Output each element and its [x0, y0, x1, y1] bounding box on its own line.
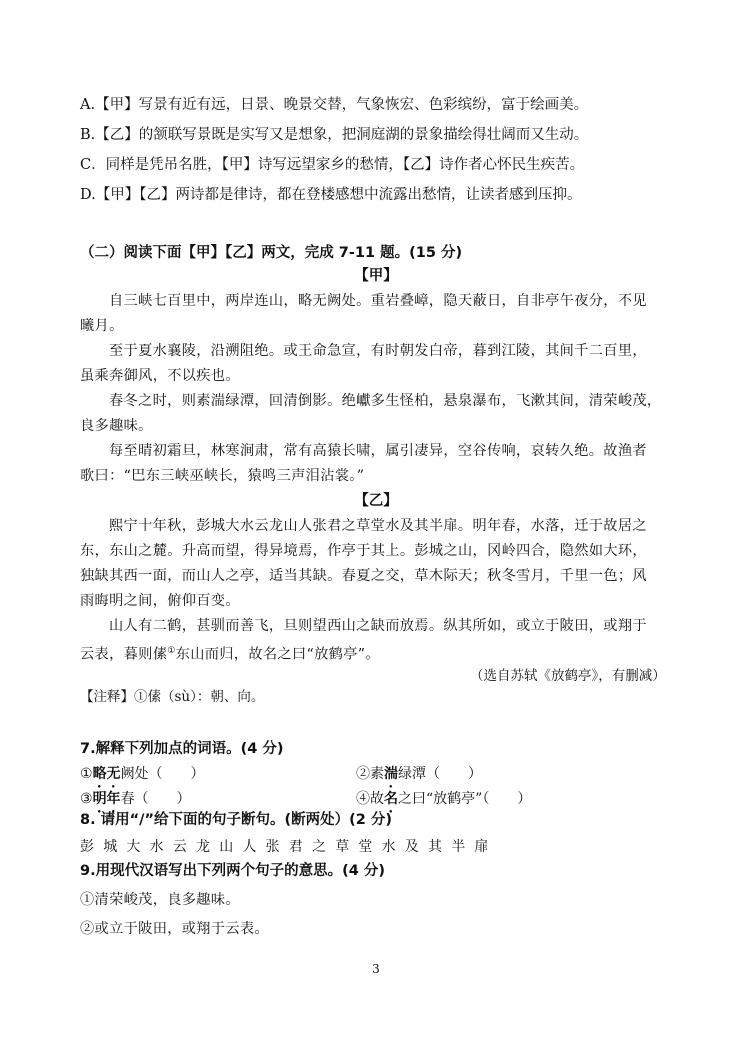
- jia-line: 虽乘奔御风，不以疾也。: [80, 368, 240, 384]
- item-text: 绿潭（ ）: [398, 766, 482, 782]
- section-heading: （二）阅读下面【甲】【乙】两文，完成 7-11 题。(15 分): [80, 245, 463, 261]
- option-c: C．同样是凭吊名胜，【甲】诗写远望家乡的愁情，【乙】诗作者心怀民生疾苦。: [80, 157, 585, 173]
- yi-line-part: 东山而归，故名之曰“放鹤亭”。: [175, 646, 380, 663]
- question-8-title: 8. 请用“/”给下面的句子断句。(断两处）(2 分): [80, 812, 393, 828]
- item-number: ②: [356, 766, 370, 782]
- q8-sentence: 彭城大水云龙山人张君之草堂水及其半扉: [80, 839, 498, 855]
- passage-yi-title: 【乙】: [354, 493, 398, 509]
- yi-line-part: 云表，暮则傃: [80, 646, 168, 663]
- yi-line: 雨晦明之间，俯仰百变。: [80, 593, 240, 609]
- yi-line: 独缺其西一面，而山人之亭，适当其缺。春夏之交，草木际天；秋冬雪月，千里一色；风: [80, 568, 647, 584]
- item-text: 之曰“放鹤亭”（ ）: [398, 791, 532, 807]
- yi-line: [80, 641, 380, 665]
- yi-line: 熙宁十年秋，彭城大水云龙山人张君之草堂水及其半扉。明年春，水落，迁于故居之: [109, 518, 647, 534]
- dotted-word: 湍: [384, 766, 398, 782]
- yi-line: 东，东山之麓。升高而望，得异境焉，作亭于其上。彭城之山，冈岭四合，隐然如大环，: [80, 543, 647, 559]
- q7-item-2: [356, 764, 482, 791]
- item-text: 故: [370, 791, 384, 807]
- annotation: 【注释】①傃（sù）：朝、向。: [80, 689, 265, 705]
- item-number: ①: [80, 766, 93, 782]
- option-a: A.【甲】写景有近有远，日景、晚景交替，气象恢宏、色彩缤纷，富于绘画美。: [80, 97, 589, 113]
- q9-item-2: ②或立于陂田，或翔于云表。: [80, 921, 269, 937]
- dotted-word: 名: [384, 791, 398, 807]
- option-b: B.【乙】的颔联写景既是实写又是想象，把洞庭湖的景象描绘得壮阔而又生动。: [80, 127, 589, 143]
- dotted-word: 略无: [92, 766, 121, 782]
- q7-item-1: [80, 764, 205, 791]
- footnote-marker: ①: [167, 646, 176, 656]
- question-7-title: 7.解释下列加点的词语。(4 分): [80, 741, 284, 757]
- source-note: （选自苏轼《放鹤亭》，有删减）: [470, 668, 666, 684]
- option-d: D.【甲】【乙】两诗都是律诗，都在登楼感想中流露出愁情，让读者感到压抑。: [80, 187, 582, 203]
- item-text: 素: [370, 766, 384, 782]
- item-number: ④: [356, 791, 370, 807]
- yi-line: 山人有二鹤，甚驯而善飞，旦则望西山之缺而放焉。纵其所如，或立于陂田，或翔于: [109, 618, 647, 634]
- jia-line: 春冬之时，则素湍绿潭，回清倒影。绝巘多生怪柏，悬泉瀑布，飞漱其间，清荣峻茂，: [109, 393, 662, 409]
- question-9-title: 9.用现代汉语写出下列两个句子的意思。(4 分): [80, 863, 385, 879]
- jia-line: 曦月。: [80, 318, 124, 334]
- passage-jia-title: 【甲】: [354, 268, 398, 284]
- item-text: 春（ ）: [120, 791, 191, 807]
- q9-item-1: ①清荣峻茂，良多趣味。: [80, 892, 240, 908]
- jia-line: 良多趣味。: [80, 418, 153, 434]
- jia-line: 至于夏水襄陵，沿溯阻绝。或王命急宣，有时朝发白帝，暮到江陵，其间千二百里，: [109, 343, 647, 359]
- item-number: ③: [80, 791, 93, 807]
- page-number: 3: [372, 962, 380, 976]
- dotted-word: 明年: [92, 791, 121, 807]
- jia-line: 歌曰：“巴东三峡巫峡长，猿鸣三声泪沾裳。”: [80, 468, 365, 484]
- jia-line: 每至晴初霜旦，林寒涧肃，常有高猿长啸，属引凄异，空谷传响，哀转久绝。故渔者: [109, 443, 647, 459]
- item-text: 阙处（ ）: [120, 766, 205, 782]
- jia-line: 自三峡七百里中，两岸连山，略无阙处。重岩叠嶂，隐天蔽日，自非亭午夜分，不见: [109, 293, 647, 309]
